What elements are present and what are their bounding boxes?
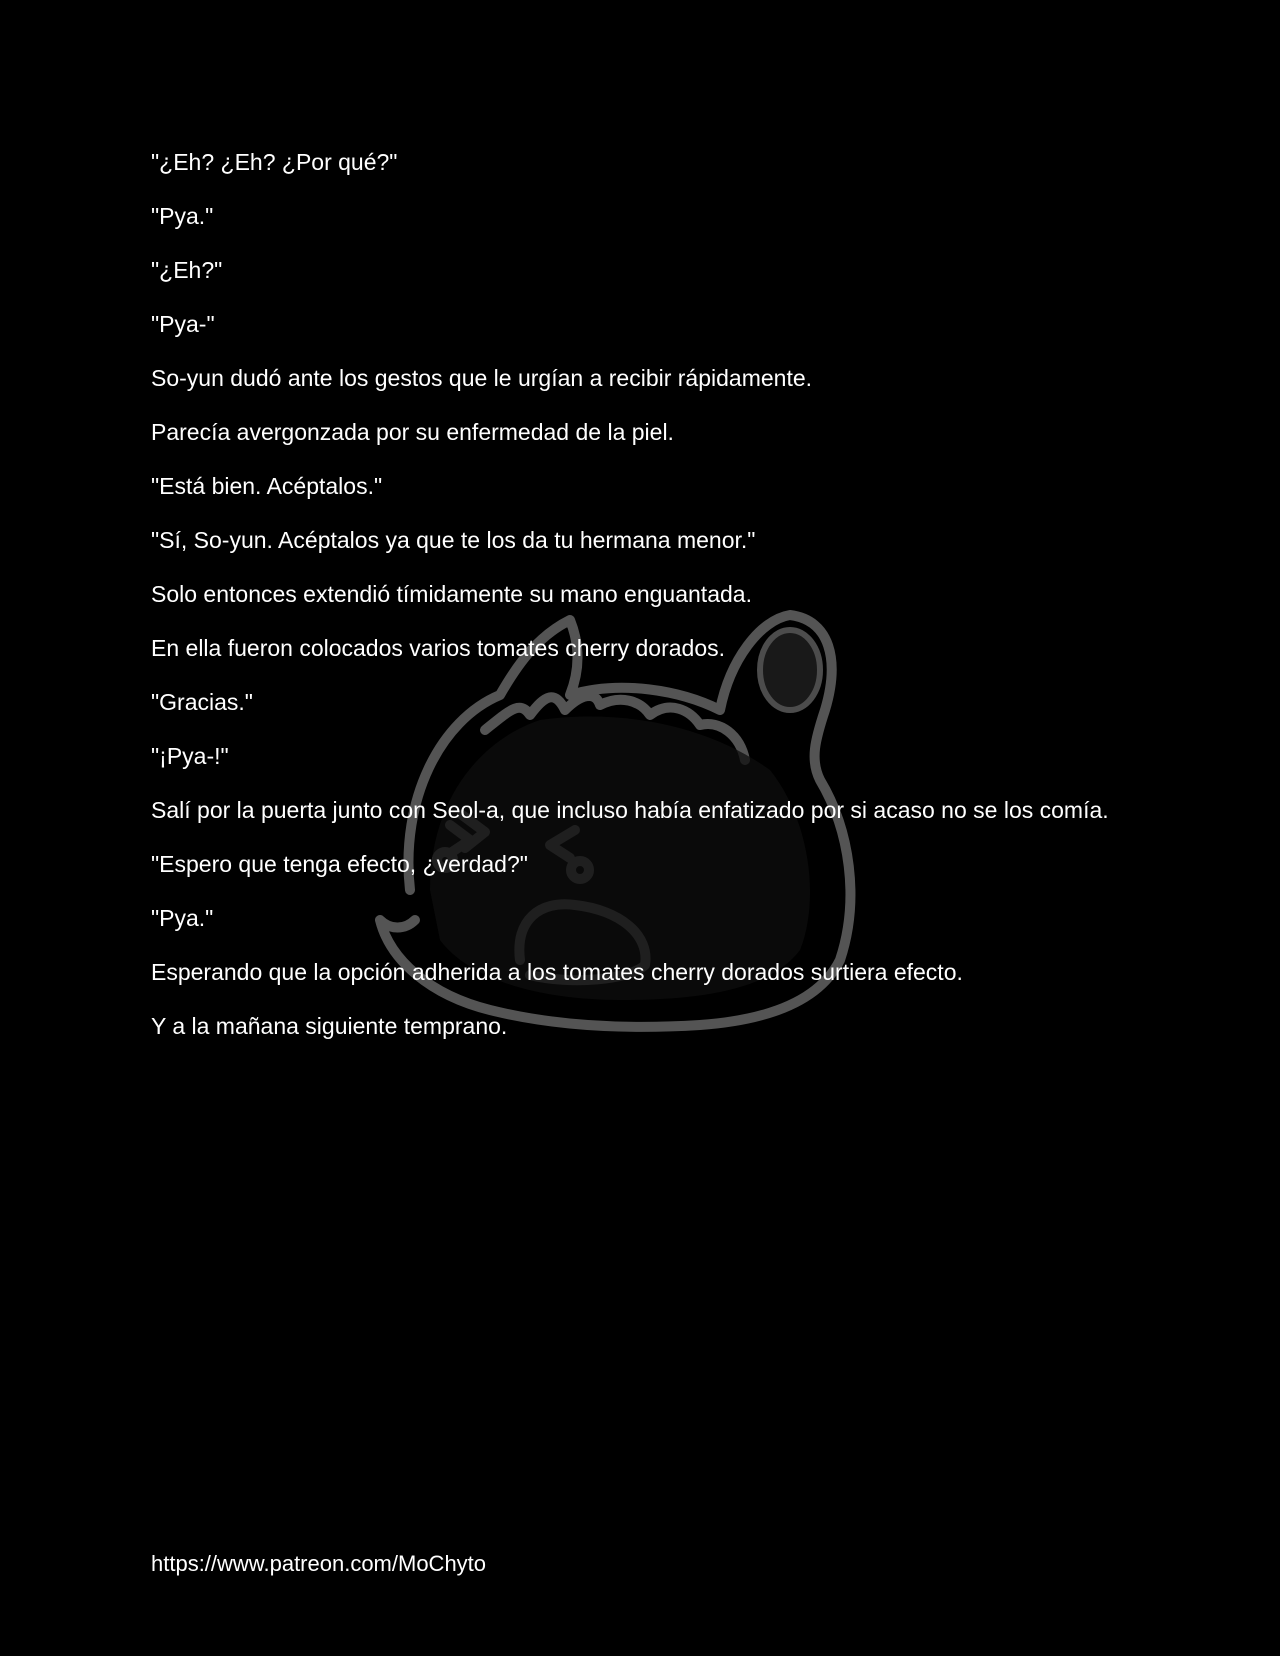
paragraph: "Pya.": [151, 203, 214, 229]
paragraph: En ella fueron colocados varios tomates cherry dorados.: [151, 635, 726, 661]
paragraph: "Espero que tenga efecto, ¿verdad?": [151, 851, 528, 877]
paragraph: "Pya-": [151, 311, 215, 337]
paragraph: Y a la mañana siguiente temprano.: [151, 1013, 508, 1039]
paragraph: Salí por la puerta junto con Seol-a, que incluso había enfatizado por si acaso no se los comía.: [151, 797, 1109, 823]
patreon-link[interactable]: https://www.patreon.com/MoChyto: [151, 1551, 487, 1576]
paragraph: "Pya.": [151, 905, 214, 931]
paragraph: "Sí, So-yun. Acéptalos ya que te los da tu hermana menor.": [151, 527, 756, 553]
paragraph: So-yun dudó ante los gestos que le urgían a recibir rápidamente.: [151, 365, 813, 391]
paragraph: "¿Eh? ¿Eh? ¿Por qué?": [151, 149, 398, 175]
paragraph: Parecía avergonzada por su enfermedad de la piel.: [151, 419, 674, 445]
paragraph: "¡Pya-!": [151, 743, 229, 769]
document-body: [151, 146, 1141, 1064]
paragraph: Esperando que la opción adherida a los tomates cherry dorados surtiera efecto.: [151, 959, 963, 985]
paragraph: Solo entonces extendió tímidamente su mano enguantada.: [151, 581, 752, 607]
paragraph: "¿Eh?": [151, 257, 223, 283]
paragraph: "Está bien. Acéptalos.": [151, 473, 383, 499]
paragraph: "Gracias.": [151, 689, 253, 715]
